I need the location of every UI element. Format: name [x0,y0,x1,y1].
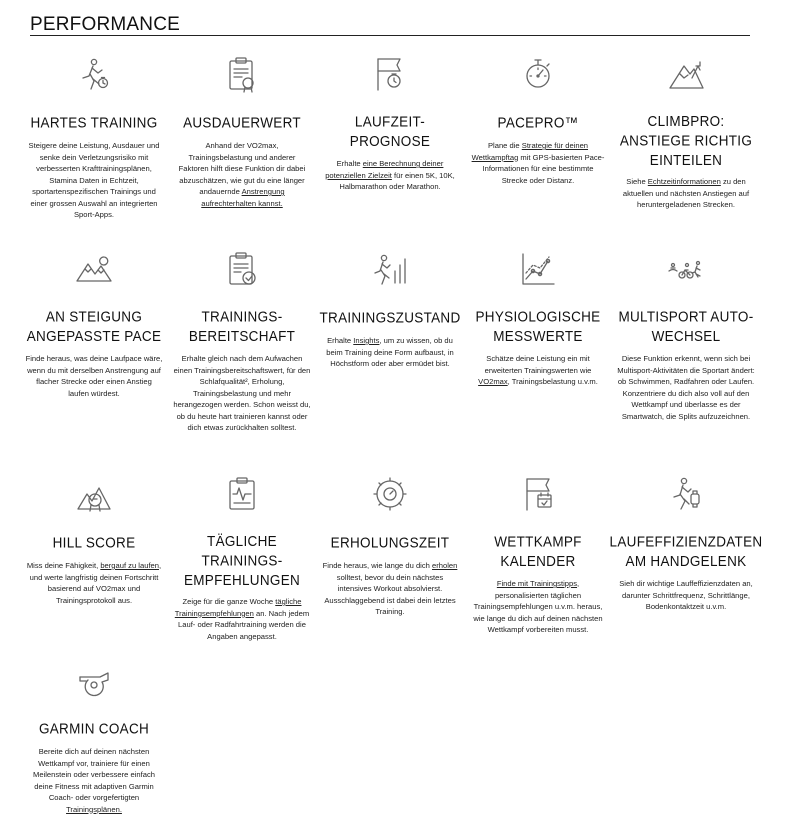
feature-title: PACEPRO™ [497,114,579,131]
feature-description [469,140,607,186]
feature-pacepro [464,44,612,221]
runner-stopwatch-icon [74,54,114,94]
feature-description-text: mit GPS-basierten Pace-Informationen für eine bestimmte Strecke oder Distanz. [482,152,605,185]
feature-climbpro-anstiege-richtig-einteilen [612,44,760,221]
feature-row [20,464,763,642]
feature-title: CLIMBPRO: ANSTIEGE RICHTIG EINTEILEN [619,112,753,168]
feature-hartes-training [20,44,168,221]
feature-description [173,596,311,642]
flag-stopwatch-icon [370,54,410,94]
feature-description [25,140,163,221]
feature-row [20,239,760,434]
feature-title: AN STEIGUNG ANGEPASSTE PACE [26,308,162,345]
feature-link[interactable]: erholen [432,561,458,570]
clipboard-check-icon [222,249,262,289]
feature-title: HILL SCORE [52,534,136,551]
feature-description-text: Anhand der VO2max, Trainingsbelastung und anderer Faktoren hilft diese Funktion dir dabei abzuschätzen, wie gut du eine länger andauernde [178,141,306,196]
feature-garmin-coach [20,650,168,815]
feature-description-text: Sieh dir wichtige Lauffeffizienzdaten an, darunter Schrittfrequenz, Schrittlänge, Bodenkontaktzeit u.v.m. [619,579,753,611]
feature-laufeffizienzdaten-am-handgelenk [609,464,763,642]
feature-description-text: , um zu wissen, ob du beim Training deine Form aufbaust, in Höchstform oder aber ermüdet bist. [326,336,454,368]
section-divider [30,35,750,36]
feature-description-text: , und werte langfristig deinen Fortschritt basierend auf VO2max und Trainingsprotokoll aus. [29,561,162,605]
feature-description [321,560,459,618]
feature-link[interactable]: eine Berechnung deiner potenziellen Zielzeit [325,159,444,180]
feature-description-text: , personalisierten täglichen Trainingsempfehlungen u.v.m. heraus, wie lange du dich auf deinen nächsten Wettkampf vorbereiten musst. [473,579,603,634]
feature-link[interactable]: tägliche Trainingsempfehlungen [174,597,302,618]
recovery-dial-icon [370,474,410,514]
feature-description [25,353,163,399]
feature-link[interactable]: bergauf zu laufen [100,561,159,570]
feature-link[interactable]: Trainingsplänen. [66,804,122,814]
whistle-icon [74,660,114,700]
flag-calendar-icon [518,474,558,514]
feature-title: WETTKAMPF KALENDER [494,533,582,570]
feature-description-text: Siehe [626,177,648,186]
feature-ausdauerwert [168,44,316,221]
line-graph-icon [518,249,558,289]
feature-row [20,650,760,815]
feature-physiologische-messwerte [464,239,612,434]
feature-description-text: Erhalte gleich nach dem Aufwachen einen Trainingsbereitschaftswert, für den Schlafqualität², Erholung, Trainingsbelastung und mehr herangezogen werden. Schon weisst du, ob du heute hart trainieren kannst oder dich etwas zurückhalten solltest. [173,354,311,432]
feature-multisport-auto-wechsel [612,239,760,434]
feature-description-text: Finde heraus, wie lange du dich [322,561,432,570]
multisport-icon [666,249,706,289]
feature-trainingszustand [316,239,464,434]
feature-taegliche-trainings-empfehlungen [168,464,316,642]
feature-description-text: an. Nach jedem Lauf- oder Radfahrtraining werden die Angaben angepasst. [178,608,310,641]
feature-description-text: , Trainingsbelastung u.v.m. [507,377,598,386]
feature-link[interactable]: Echtzeitinformationen [647,177,721,186]
feature-title: ERHOLUNGSZEIT [330,534,450,551]
clipboard-medal-icon [222,54,262,94]
feature-description-text: Schätze deine Leistung ein mit erweiterten Trainingswerten wie [484,354,592,375]
clipboard-pulse-icon [222,474,262,514]
feature-link[interactable]: Insights [353,336,380,345]
feature-title: LAUFEFFIZIENZDATEN AM HANDGELENK [609,533,763,570]
feature-description-text: Finde heraus, was deine Laufpace wäre, wenn du mit derselben Anstrengung auf flacher Strecke oder einen Anstieg laufen würdest. [25,354,163,398]
feature-description-text: für einen 5K, 10K, Halbmarathon oder Marathon. [339,170,455,191]
feature-wettkampf-kalender [464,464,612,642]
feature-description [469,353,607,388]
feature-link[interactable]: Strategie für deinen Wettkampftag [471,141,589,162]
feature-description [617,578,755,613]
feature-title: TRAININGSZUSTAND [319,309,461,326]
feature-title: AUSDAUERWERT [183,114,301,131]
feature-description-text: Plane die [487,141,522,150]
feature-description [321,335,459,370]
feature-description-text: Bereite dich auf deinen nächsten Wettkampf vor, trainiere für einen Meilenstein oder verbessere einfach deine Fitness mit adaptiven Garmin Coach- oder vorgefertigten [33,747,155,802]
feature-trainings-bereitschaft [168,239,316,434]
feature-description [25,560,163,606]
feature-title: LAUFZEIT-PROGNOSE [349,113,431,150]
feature-description-text: Diese Funktion erkennt, wenn sich bei Multisport-Aktivitäten die Sportart ändert: ob Schwimmen, Radfahren oder Laufen. Konzentriere du dich also voll auf den Wettkampf und überlasse es der Smartwatch, die Splits aufzuzeichnen. [617,354,755,421]
feature-description [173,140,311,209]
feature-an-steigung-angepasste-pace [20,239,168,434]
runner-bars-icon [370,249,410,289]
feature-title: MULTISPORT AUTO-WECHSEL [618,308,754,345]
feature-hill-score [20,464,168,642]
feature-description [617,353,755,422]
mountain-badge-icon [74,474,114,514]
feature-description-text: Zeige für die ganze Woche [182,597,276,606]
feature-title: HARTES TRAINING [30,114,158,131]
feature-description-text: Steigere deine Leistung, Ausdauer und senke dein Verletzungsrisiko mit verbesserten Krafttrainingsplänen, Stamina Daten in Echtzeit, sportartenspezifischen Trainings und einer grossen Auswahl an integrierten Sport-Apps. [28,141,160,219]
feature-description [173,353,311,434]
feature-link[interactable]: Finde mit Trainingstipps [496,579,578,588]
feature-description-text: Erhalte [327,336,354,345]
feature-description-text: Erhalte [336,159,363,168]
feature-row [20,44,760,221]
feature-description [469,578,607,636]
feature-title: TRAININGS-BEREITSCHAFT [188,308,296,345]
feature-title: TÄGLICHE TRAININGS-EMPFEHLUNGEN [183,532,301,588]
feature-link[interactable]: Anstrengung aufrechterhalten kannst. [201,187,285,208]
stopwatch-pace-icon [518,54,558,94]
runner-watch-icon [666,474,706,514]
feature-laufzeit-prognose [316,44,464,221]
feature-title: GARMIN COACH [38,720,150,737]
mountain-climb-icon [666,54,706,94]
mountains-icon [74,249,114,289]
feature-erholungszeit [316,464,464,642]
feature-description [25,746,163,815]
feature-description-text: Miss deine Fähigkeit, [26,561,101,570]
feature-description [321,158,459,193]
feature-description [617,176,755,211]
section-title: PERFORMANCE [30,14,180,35]
feature-title: PHYSIOLOGISCHE MESSWERTE [475,308,601,345]
feature-description-text: zu den aktuellen und nächsten Anstiegen auf heruntergeladenen Strecken. [622,177,750,209]
feature-description-text: solltest, bevor du dein nächstes intensives Workout absolvierst. Ausschlaggebend ist dabei dein letztes Training. [324,572,456,616]
feature-link[interactable]: VO2max [478,377,508,386]
